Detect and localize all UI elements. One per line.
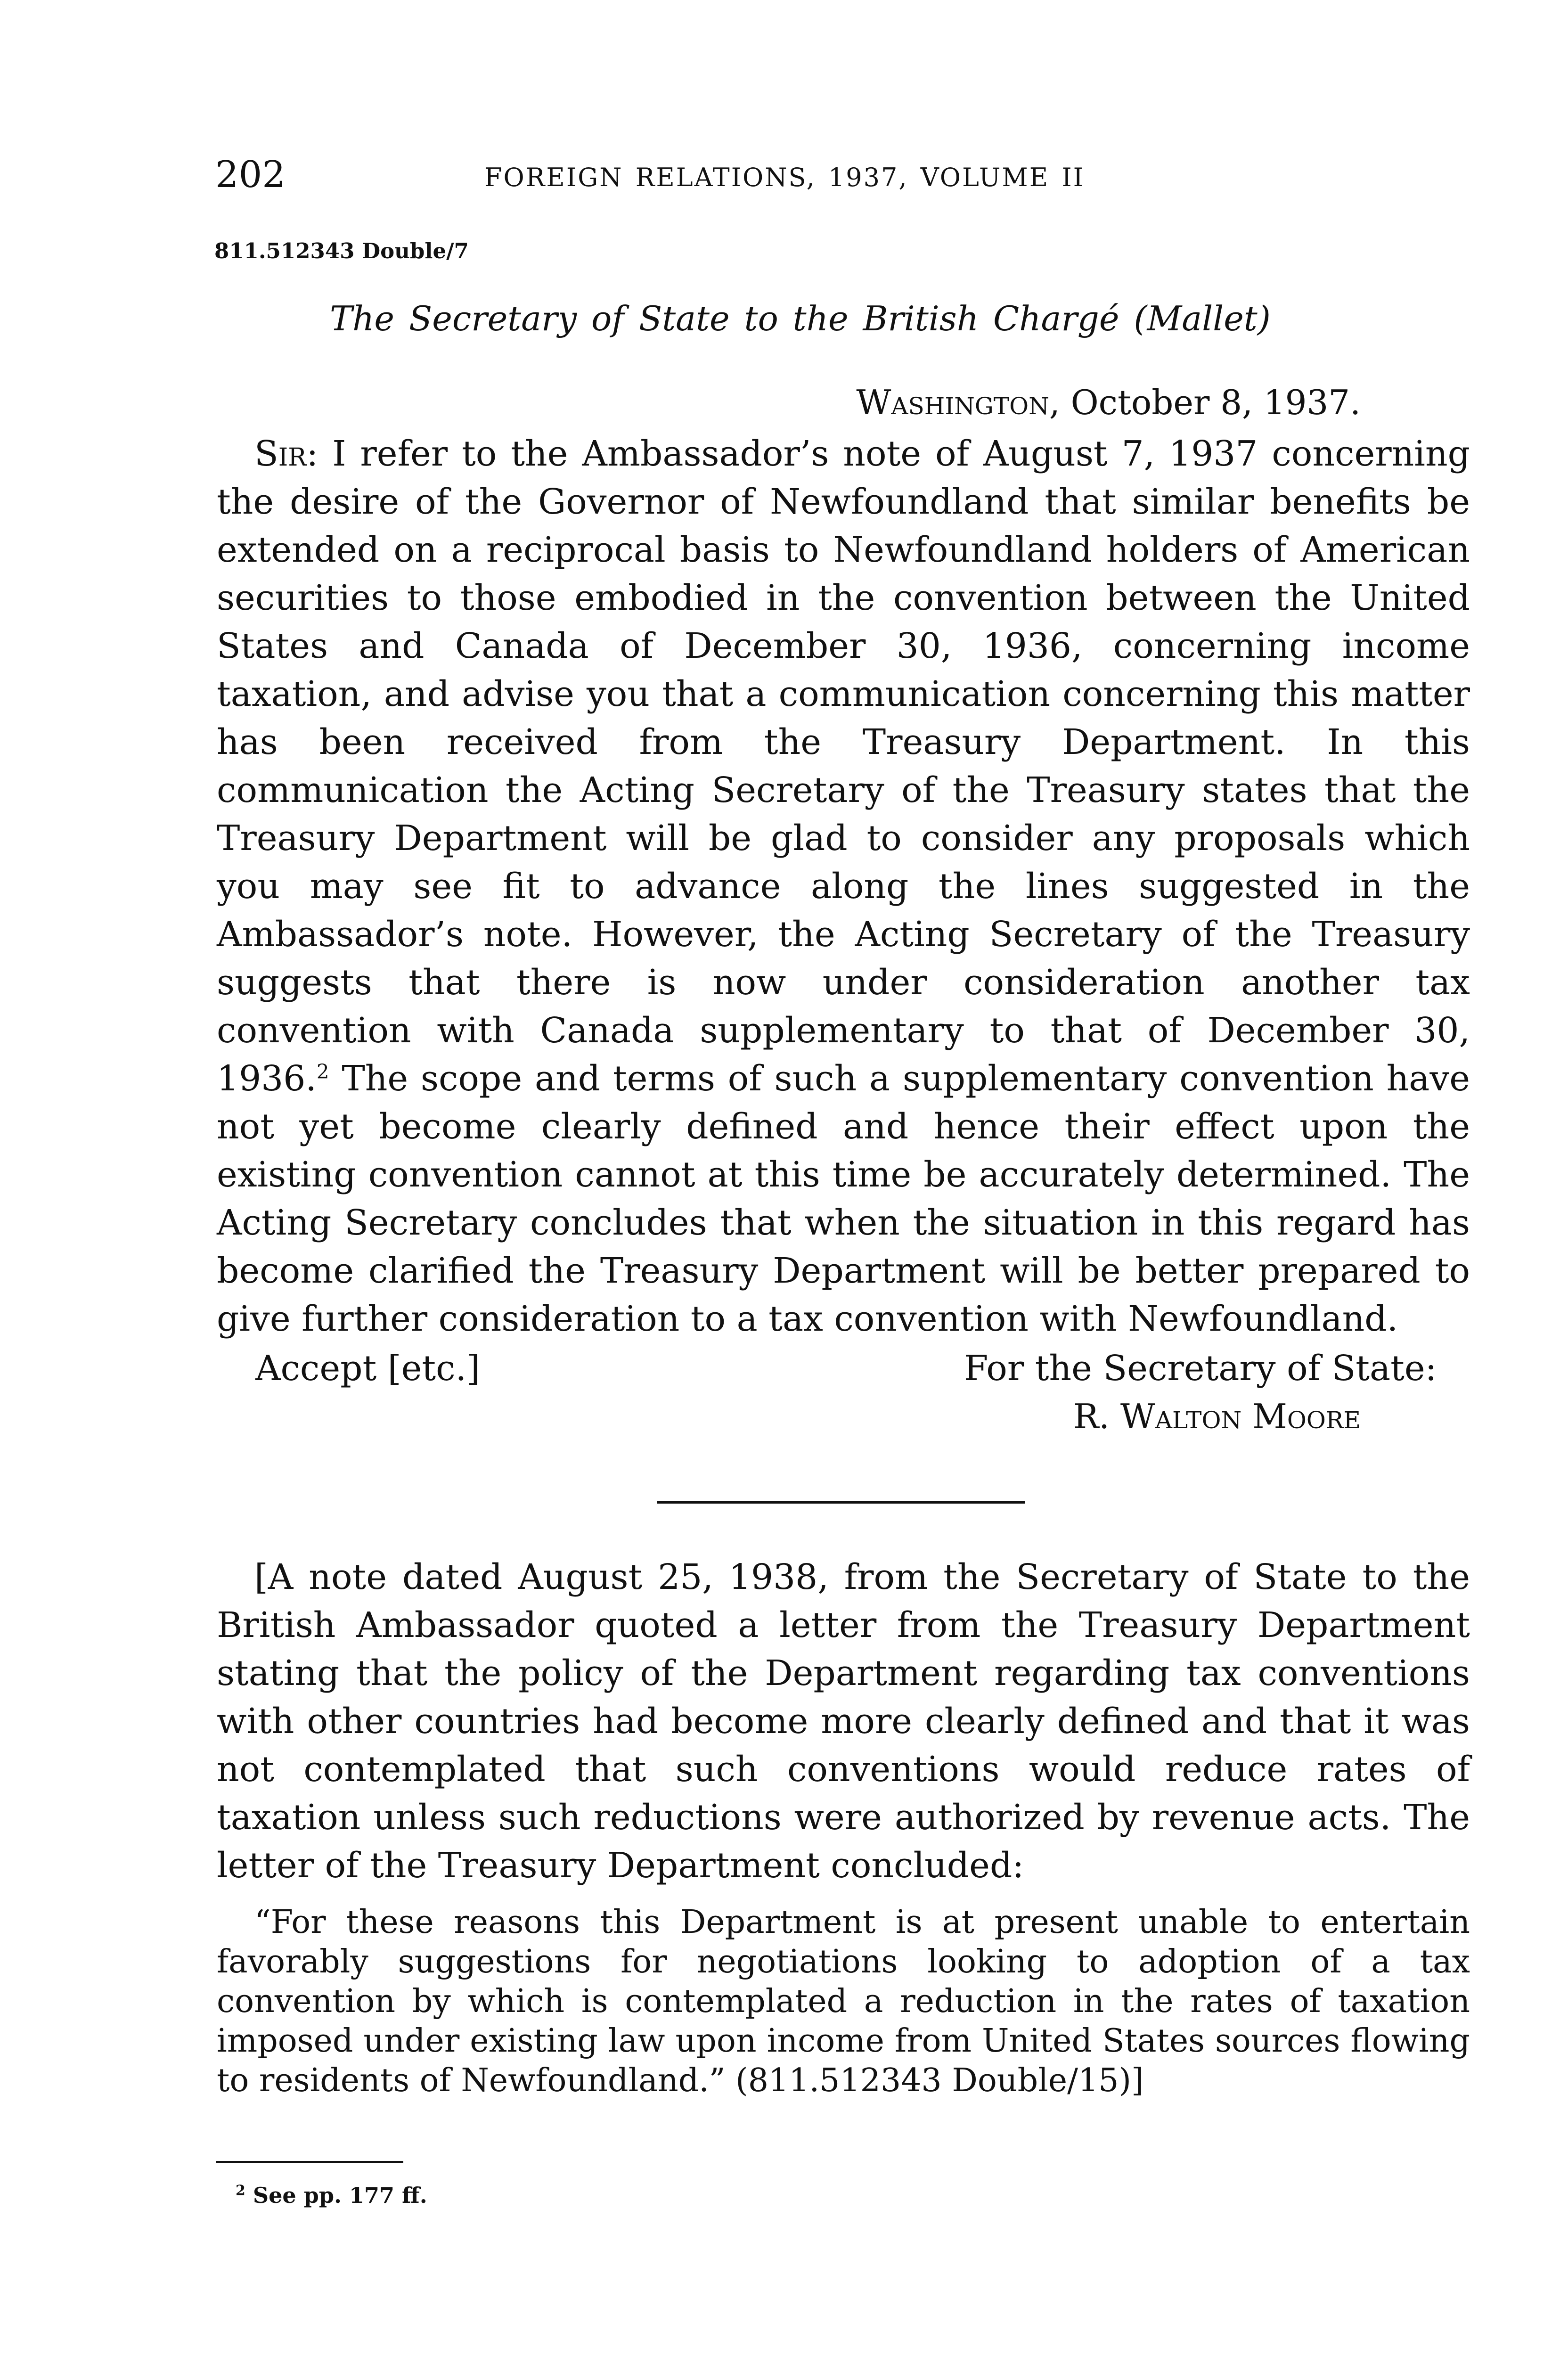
footnote-reference: 2	[316, 1060, 329, 1083]
file-number: 811.512343 Double/7	[214, 238, 469, 263]
running-head: FOREIGN RELATIONS, 1937, VOLUME II	[484, 163, 1085, 192]
letter-body-part1: : I refer to the Ambassador’s note of August 7, 1937 concerning the desire of the Governor of Newfoundland that similar benefits be extended on a reciprocal basis to Newfoundland holders of American securities to those embodied in the convention between the United States and Canada of December 30, 1936, concerning income taxation, and advise you that a communication concerning this matter has been received from the Treasury Department. In this communication the Acting Secretary of the Treasury states that the Treasury Department will be glad to consider any proposals which you may see fit to advance along the lines suggested in the Ambassador’s note. However, the Acting Secretary of the Treasury suggests that there is now under consideration another tax convention with Canada supplementary to that of December 30, 1936.	[217, 434, 1470, 1099]
footnote-marker: 2	[236, 2182, 245, 2199]
signature	[1073, 1397, 1361, 1436]
section-divider	[657, 1501, 1025, 1504]
signature-line: For the Secretary of State:	[964, 1348, 1437, 1389]
footnote-text: See pp. 177 ff.	[245, 2183, 427, 2208]
dateline-date: , October 8, 1937.	[1049, 383, 1361, 422]
salutation: Sir	[254, 434, 307, 474]
closing: Accept [etc.]	[255, 1348, 480, 1389]
treasury-quotation: “For these reasons this Department is at present unable to entertain favorably suggestions for negotiations looking to adoption of a tax convention by which is contemplated a reduction in the rates of taxation imposed under existing law upon income from United States sources flowing to residents of Newfoundland.” (811.512343 Double/15)]	[217, 1904, 1470, 2099]
editorial-note: [A note dated August 25, 1938, from the Secretary of State to the British Ambassador quoted a letter from the Treasury Department stating that the policy of the Department regarding tax conventions with other countries had become more clearly defined and that it was not contemplated that such conventions would reduce rates of taxation unless such reductions were authorized by revenue acts. The letter of the Treasury Department concluded:	[217, 1557, 1470, 1886]
letter-body-part2: The scope and terms of such a supplementary convention have not yet become clearly defined and hence their effect upon the existing convention cannot at this time be accurately determined. The Acting Secretary concludes that when the situation in this regard has become clarified the Treasury Department will be better prepared to give further consideration to a tax convention with Newfoundland.	[217, 1058, 1470, 1339]
footnote	[236, 2184, 427, 2206]
letter-body	[217, 430, 1470, 1343]
page-number: 202	[215, 154, 286, 196]
footnote-divider	[216, 2161, 403, 2163]
document-title: The Secretary of State to the British Chargé (Mallet)	[330, 299, 1271, 338]
signer-initial: R.	[1073, 1397, 1120, 1436]
dateline	[856, 383, 1361, 422]
dateline-place: Washington	[856, 383, 1049, 422]
signer-name: Walton Moore	[1120, 1397, 1361, 1436]
